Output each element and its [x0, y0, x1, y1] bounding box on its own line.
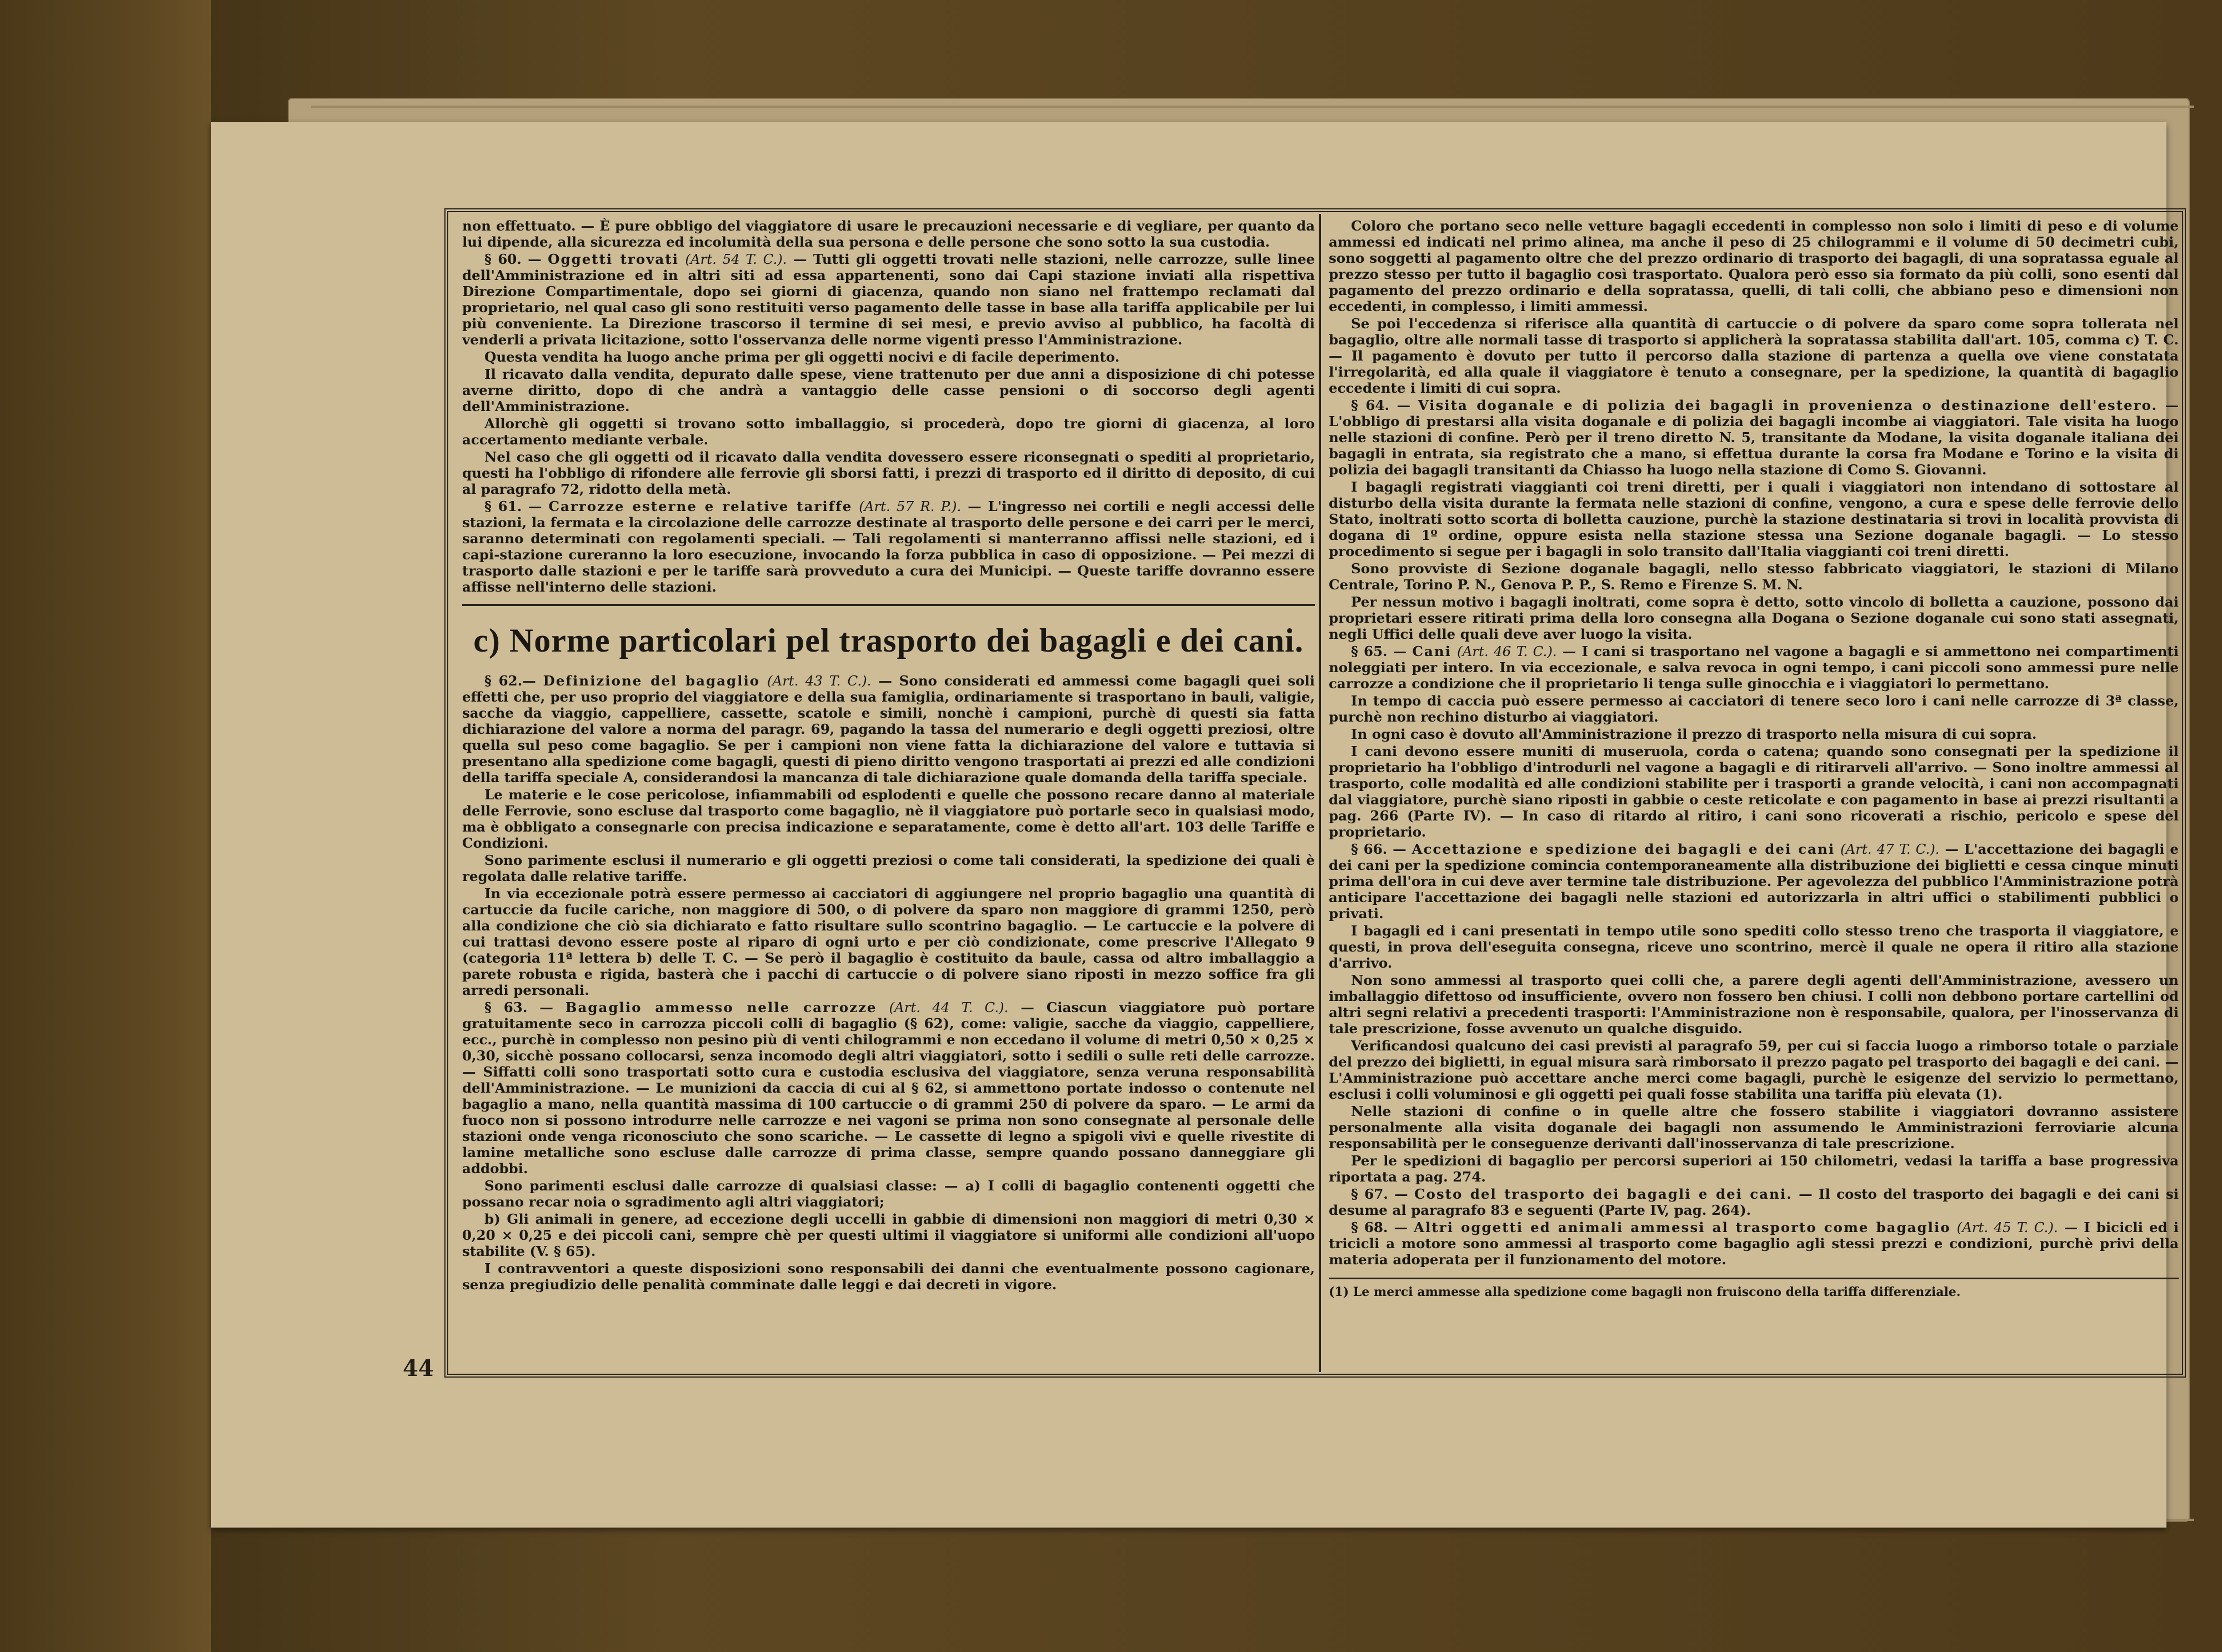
section-ref: (Art. 47 T. C.).: [1840, 841, 1940, 857]
section-number: § 67. —: [1351, 1186, 1408, 1202]
section-text: — L'obbligo di prestarsi alla visita doganale e di polizia dei bagagli incombe ai viaggiatori. Tale visita ha luogo nelle stazioni di confine. Però per il treno diretto N. 5, transitante da Modane, la visita doganale italiana dei bagagli in entrata, sia registrato che a mano, si effettua durante la corsa fra Modane e Torino e la visita di polizia dei bagagli transitanti da Chiasso ha luogo nella stazione di Como S. Giovanni.: [1329, 397, 2179, 478]
section-67: [1329, 1186, 2179, 1218]
section-number: § 62.—: [484, 673, 536, 689]
paragraph: Verificandosi qualcuno dei casi previsti al paragrafo 59, per cui si faccia luogo a rimborso totale o parziale del prezzo dei biglietti, in egual misura sarà rimborsato il prezzo pagato pel trasporto dei bagagli e dei cani. — L'Amministrazione può accettare anche merci come bagagli, purchè le esigenze del servizio lo permettano, esclusi i colli voluminosi e gli oggetti pei quali fosse stabilita una tariffa più elevata (1).: [1329, 1038, 2179, 1102]
section-text: — Ciascun viaggiatore può portare gratuitamente seco in carrozza piccoli colli di bagaglio (§ 62), come: valigie, sacche da viaggio, cappelliere, ecc., purchè in complesso non pesino più di venti chilogrammi e non eccedano il volume di metri 0,50 × 0,25 × 0,30, sicchè possano collocarsi, senza incomodo degli altri viaggiatori, sotto i sedili o sulle reti delle carrozze. — Siffatti colli sono trasportati sotto cura e custodia esclusiva del viaggiatore, senza veruna responsabilità dell'Amministrazione. — Le munizioni da caccia di cui al § 62, si ammettono portate indosso o contenute nel bagaglio a mano, nella quantità massima di 100 cartuccie o di grammi 250 di polvere da sparo. — Le armi da fuoco non si possono introdurre nelle carrozze e nei vagoni se prima non sono consegnate al personale delle stazioni onde venga riconosciuto che sono scariche. — Le cassette di legno a spigoli vivi e quelle rivestite di lamine metalliche sono escluse dalle carrozze di prima classe, sempre quando possano danneggiare gli addobbi.: [462, 999, 1315, 1177]
section-ref: (Art. 46 T. C.).: [1457, 643, 1557, 659]
right-column: [1329, 218, 2179, 1301]
paragraph: In via eccezionale potrà essere permesso ai cacciatori di aggiungere nel proprio bagaglio una quantità di cartuccie da fucile cariche, non maggiore di 500, o di polvere da sparo non maggiore di grammi 1250, però alla condizione che ciò sia dichiarato e fatto risultare sullo scontrino bagaglio. — Le cartuccie e la polvere di cui trattasi devono essere poste al riparo di ogni urto e per ciò condizionate, come prescrive l'Allegato 9 (categoria 11ª lettera b) delle T. C. — Se però il bagaglio è costituito da baule, cassa od altro imballaggio a parete robusta e rigida, basterà che i pacchi di cartuccie o di polvere siano riposti in mezzo soffice fra gli arredi personali.: [462, 885, 1315, 998]
section-ref: (Art. 54 T. C.).: [685, 251, 787, 267]
section-68: [1329, 1219, 2179, 1268]
paragraph: Nelle stazioni di confine o in quelle altre che fossero stabilite i viaggiatori dovranno assistere personalmente alla visita doganale dei bagagli non assumendo le Amministrazioni ferroviarie alcuna responsabilità per le conseguenze derivanti dall'inosservanza di tale prescrizione.: [1329, 1103, 2179, 1152]
paragraph: Per nessun motivo i bagagli inoltrati, come sopra è detto, sotto vincolo di bolletta a cauzione, possono dai proprietari essere ritirati prima della loro consegna alla Dogana o Sezione doganale cui sono stati assegnati, negli Uffici delle quali deve aver luogo la visita.: [1329, 594, 2179, 642]
section-ref: (Art. 43 T. C.).: [767, 673, 872, 689]
chapter-heading: c) Norme particolari pel trasporto dei bagagli e dei cani.: [473, 622, 1304, 659]
section-number: § 66. —: [1351, 841, 1407, 857]
section-text: — L'accettazione dei bagagli e dei cani per la spedizione comincia contemporaneamente alla distribuzione dei biglietti e cessa cinque minuti prima dell'ora in cui deve aver termine tale distribuzione. Per agevolezza del pubblico l'Amministrazione potrà anticipare l'accettazione dei bagagli nelle stazioni ed autorizzarla in altri uffici o stabilimenti pubblici o privati.: [1329, 841, 2179, 922]
section-title: Bagaglio ammesso nelle carrozze: [565, 999, 877, 1015]
paragraph: I contravventori a queste disposizioni sono responsabili dei danni che eventualmente possono cagionare, senza pregiudizio delle penalità comminate dalle leggi e dai decreti in vigore.: [462, 1260, 1315, 1293]
section-title: Cani: [1412, 643, 1452, 659]
section-ref: (Art. 44 T. C.).: [889, 999, 1009, 1015]
paragraph: Non sono ammessi al trasporto quei colli che, a parere degli agenti dell'Amministrazione, avessero un imballaggio difettoso od insufficiente, ovvero non fossero ben chiusi. I colli non debbono portare cartellini od altri segni relativi a precedenti trasporti: l'Amministrazione non è responsabile, qualora, per l'inosservanza di tale prescrizione, fosse avvenuto un qualche disguido.: [1329, 972, 2179, 1037]
section-title: Oggetti trovati: [548, 251, 679, 267]
section-text: — Il costo del trasporto dei bagagli e dei cani si desume al paragrafo 83 e seguenti (Parte IV, pag. 264).: [1329, 1186, 2179, 1218]
paragraph: Nel caso che gli oggetti od il ricavato dalla vendita dovessero essere riconsegnati o spediti al proprietario, questi ha l'obbligo di rifondere alle ferrovie gli sborsi fatti, i prezzi di trasporto ed il diritto di deposito, di cui al paragrafo 72, ridotto della metà.: [462, 449, 1315, 497]
binding-strip: [0, 0, 211, 1652]
section-number: § 68. —: [1351, 1219, 1408, 1235]
footnote-rule: [1329, 1278, 2179, 1279]
section-text: — L'ingresso nei cortili e negli accessi delle stazioni, la fermata e la circolazione delle carrozze destinate al trasporto delle persone e dei carri per le merci, saranno determinati con regolamenti speciali. — Tali regolamenti si manterranno affissi nelle stazioni, ed i capi-stazione cureranno la loro esecuzione, invocando la forza pubblica in caso di opposizione. — Pei mezzi di trasporto dalle stazioni e per le tariffe sarà provveduto a cura dei Municipi. — Queste tariffe dovranno essere affisse nell'interno delle stazioni.: [462, 498, 1315, 595]
section-text: — I bicicli ed i tricicli a motore sono ammessi al trasporto come bagaglio agli stessi prezzi e condizioni, purchè privi della materia adoperata per il funzionamento del motore.: [1329, 1219, 2179, 1268]
paragraph: In tempo di caccia può essere permesso ai cacciatori di tenere seco loro i cani nelle carrozze di 3ª classe, purchè non rechino disturbo ai viaggiatori.: [1329, 693, 2179, 725]
section-60: [462, 251, 1315, 348]
paragraph: Sono provviste di Sezione doganale bagagli, nello stesso fabbricato viaggiatori, le stazioni di Milano Centrale, Torino P. N., Genova P. P., S. Remo e Firenze S. M. N.: [1329, 560, 2179, 593]
paragraph: I bagagli ed i cani presentati in tempo utile sono spediti collo stesso treno che trasporta il viaggiatore, e questi, in prova dell'eseguita consegna, riceve uno scontrino, mercè il quale ne opera il ritiro alla stazione d'arrivo.: [1329, 923, 2179, 971]
section-text: — Tutti gli oggetti trovati nelle stazioni, nelle carrozze, sulle linee dell'Amministrazione ed in altri siti ad essa appartenenti, sono dai Capi stazione inviati alla rispettiva Direzione Compartimentale, dopo sei giorni di giacenza, quando non siano nel frattempo reclamati dal proprietario, nel qual caso gli sono restituiti verso pagamento delle tasse in base alla tariffa applicabile per lui più conveniente. La Direzione trascorso il termine di sei mesi, e previo avviso al pubblico, ha facoltà di venderli a privata licitazione, sotto l'osservanza delle norme vigenti presso l'Amministrazione.: [462, 251, 1315, 348]
section-number: § 61. —: [484, 498, 542, 514]
section-number: § 63. —: [484, 999, 553, 1015]
section-title: Costo del trasporto dei bagagli e dei cani.: [1414, 1186, 1793, 1202]
section-66: [1329, 841, 2179, 922]
paragraph: Se poi l'eccedenza si riferisce alla quantità di cartuccie o di polvere da sparo come sopra tollerata nel bagaglio, oltre alle normali tasse di trasporto si applicherà la sopratassa stabilita dall'art. 105, comma c) T. C. — Il pagamento è dovuto per tutto il percorso dalla stazione di partenza a quella ove viene constatata l'irregolarità, ed alla quale il viaggiatore è tenuto a consegnare, per la spedizione, la quantità di bagaglio eccedente i limiti di cui sopra.: [1329, 316, 2179, 396]
section-61: [462, 498, 1315, 595]
section-title: Carrozze esterne e relative tariffe: [548, 498, 853, 514]
page-number: 44: [403, 1355, 434, 1381]
section-text: — Sono considerati ed ammessi come bagagli quei soli effetti che, per uso proprio del viaggiatore e della sua famiglia, ordinariamente si trasportano in bauli, valigie, sacche da viaggio, cappelliere, cassette, scatole e simili, nonchè i campioni, purchè di questi sia fatta dichiarazione del valore a norma del paragr. 69, pagando la tassa del numerario e degli oggetti preziosi, oltre quella sul peso come bagaglio. Se per i campioni non viene fatta la dichiarazione del valore e tuttavia si presentano alla spedizione come bagagli, questi di pieno diritto vengono trasportati ai prezzi ed alle condizioni della tariffa speciale A, considerandosi la mancanza di tale dichiarazione quale domanda della tariffa speciale.: [462, 673, 1315, 785]
paragraph: Il ricavato dalla vendita, depurato dalle spese, viene trattenuto per due anni a disposizione di chi potesse averne diritto, dopo di che andrà a vantaggio delle casse pensioni o di soccorso degli agenti dell'Amministrazione.: [462, 366, 1315, 414]
horizontal-rule: [462, 604, 1315, 606]
left-column: [462, 218, 1315, 1294]
paragraph: Coloro che portano seco nelle vetture bagagli eccedenti in complesso non solo i limiti di peso e di volume ammessi ed indicati nel primo alinea, ma anche il peso di 25 chilogrammi e il volume di 50 decimetri cubi, sono soggetti al pagamento oltre che del prezzo ordinario di trasporto dei bagagli, di una sopratassa eguale al prezzo stesso per tutto il bagaglio così trasportato. Qualora però esso sia formato da più colli, sono esenti dal pagamento del prezzo ordinario e della sopratassa, quelli, di tali colli, che abbiano peso e dimensioni non eccedenti, in complesso, i limiti ammessi.: [1329, 218, 2179, 314]
section-number: § 64. —: [1351, 397, 1411, 413]
section-64: [1329, 397, 2179, 478]
footnote: (1) Le merci ammesse alla spedizione come bagagli non fruiscono della tariffa differenziale.: [1329, 1285, 1961, 1299]
paragraph: Le materie e le cose pericolose, infiammabili od esplodenti e quelle che possono recare danno al materiale delle Ferrovie, sono escluse dal trasporto come bagaglio, nè il viaggiatore può portarle seco in qualsiasi modo, ma è obbligato a consegnarle con precisa indicazione e separatamente, come è detto all'art. 103 delle Tariffe e Condizioni.: [462, 787, 1315, 851]
section-title: Altri oggetti ed animali ammessi al trasporto come bagaglio: [1414, 1219, 1951, 1235]
section-text: — I cani si trasportano nel vagone a bagagli e si ammettono nei compartimenti noleggiati per intero. In via eccezionale, e salva revoca in ogni tempo, i cani piccoli sono ammessi pure nelle carrozze a condizione che il proprietario li tenga sulle ginocchia e i viaggiatori lo permettano.: [1329, 643, 2179, 692]
section-title: Accettazione e spedizione dei bagagli e dei cani: [1412, 841, 1835, 857]
paragraph: Questa vendita ha luogo anche prima per gli oggetti nocivi e di facile deperimento.: [484, 349, 1120, 365]
paragraph: Allorchè gli oggetti si trovano sotto imballaggio, si procederà, dopo tre giorni di giacenza, al loro accertamento mediante verbale.: [462, 415, 1315, 448]
paragraph: In ogni caso è dovuto all'Amministrazione il prezzo di trasporto nella misura di cui sopra.: [1351, 726, 2037, 742]
section-62: [462, 673, 1315, 785]
section-number: § 60. —: [484, 251, 542, 267]
section-ref: (Art. 45 T. C.).: [1956, 1219, 2058, 1235]
paragraph: Sono parimenti esclusi dalle carrozze di qualsiasi classe: — a) I colli di bagaglio contenenti oggetti che possano recar noia o sgradimento agli altri viaggiatori;: [462, 1178, 1315, 1210]
paragraph: Per le spedizioni di bagaglio per percorsi superiori ai 150 chilometri, vedasi la tariffa a base progressiva riportata a pag. 274.: [1329, 1153, 2179, 1185]
paragraph: Sono parimente esclusi il numerario e gli oggetti preziosi o come tali considerati, la spedizione dei quali è regolata dalle relative tariffe.: [462, 852, 1315, 884]
section-number: § 65. —: [1351, 643, 1407, 659]
paragraph: non effettuato. — È pure obbligo del viaggiatore di usare le precauzioni necessarie e di vegliare, per quanto da lui dipende, alla sicurezza ed incolumità della sua persona e delle persone che sono sotto la sua custodia.: [462, 218, 1315, 250]
section-title: Visita doganale e di polizia dei bagagli in provenienza o destinazione dell'estero.: [1418, 397, 2158, 413]
column-divider: [1319, 214, 1321, 1372]
section-ref: (Art. 57 R. P.).: [859, 498, 962, 514]
section-65: [1329, 643, 2179, 692]
paragraph: I bagagli registrati viaggianti coi treni diretti, per i quali i viaggiatori non intendano di sottostare al disturbo della visita durante la fermata nelle stazioni di confine, vengono, a cura e spese delle ferrovie dello Stato, inoltrati sotto scorta di bolletta cauzione, purchè la stazione destinataria si trovi in località provvista di dogana di 1º ordine, oppure esista nella stazione stessa una Sezione doganale bagagli. — Lo stesso procedimento si segue per i bagagli in solo transito dall'Italia viaggianti coi treni diretti.: [1329, 479, 2179, 559]
section-title: Definizione del bagaglio: [543, 673, 760, 689]
paragraph: b) Gli animali in genere, ad eccezione degli uccelli in gabbie di dimensioni non maggiori di metri 0,30 × 0,20 × 0,25 e dei piccoli cani, sempre chè per questi ultimi il viaggiatore si uniformi alle condizioni all'uopo stabilite (V. § 65).: [462, 1211, 1315, 1259]
section-63: [462, 999, 1315, 1177]
paragraph: I cani devono essere muniti di museruola, corda o catena; quando sono consegnati per la spedizione il proprietario ha l'obbligo d'introdurli nel vagone a bagagli e di ritirarveli all'arrivo. — Sono inoltre ammessi al trasporto, colle modalità ed alle condizioni stabilite per i trasporti a grande velocità, i cani non accompagnati dal viaggiatore, purchè siano riposti in gabbie o ceste reticolate e con pagamento in base ai prezzi risultanti a pag. 266 (Parte IV). — In caso di ritardo al ritiro, i cani sono ricoverati a rischio, pericolo e spese del proprietario.: [1329, 743, 2179, 840]
